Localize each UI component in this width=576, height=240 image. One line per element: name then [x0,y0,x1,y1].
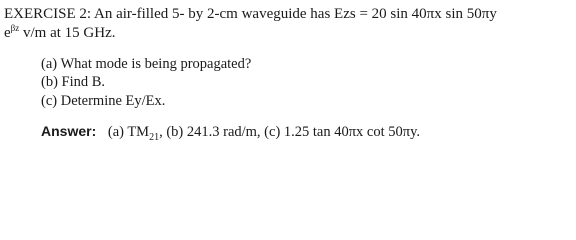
question-b: (b) Find B. [41,74,106,90]
exp-base: e [4,25,11,41]
answer-a-prefix: (a) TM [107,124,150,140]
units-frequency: v/m at 15 GHz. [19,25,116,41]
answer-line [41,122,420,141]
answer-rest: , (b) 241.3 rad/m, (c) 1.25 tan 40πx cot 50πy. [159,124,421,140]
question-c: (c) Determine Ey/Ex. [41,93,166,109]
exp-superscript: βz [10,23,20,33]
answer-label: Answer: [41,123,97,139]
question-a: (a) What mode is being propagated? [41,56,252,72]
exercise-statement-line-2 [4,24,115,42]
exercise-statement-line-1: EXERCISE 2: An air-filled 5- by 2-cm waveguide has Ezs = 20 sin 40πx sin 50πy [4,6,497,22]
answer-a-subscript: 21 [149,131,160,143]
